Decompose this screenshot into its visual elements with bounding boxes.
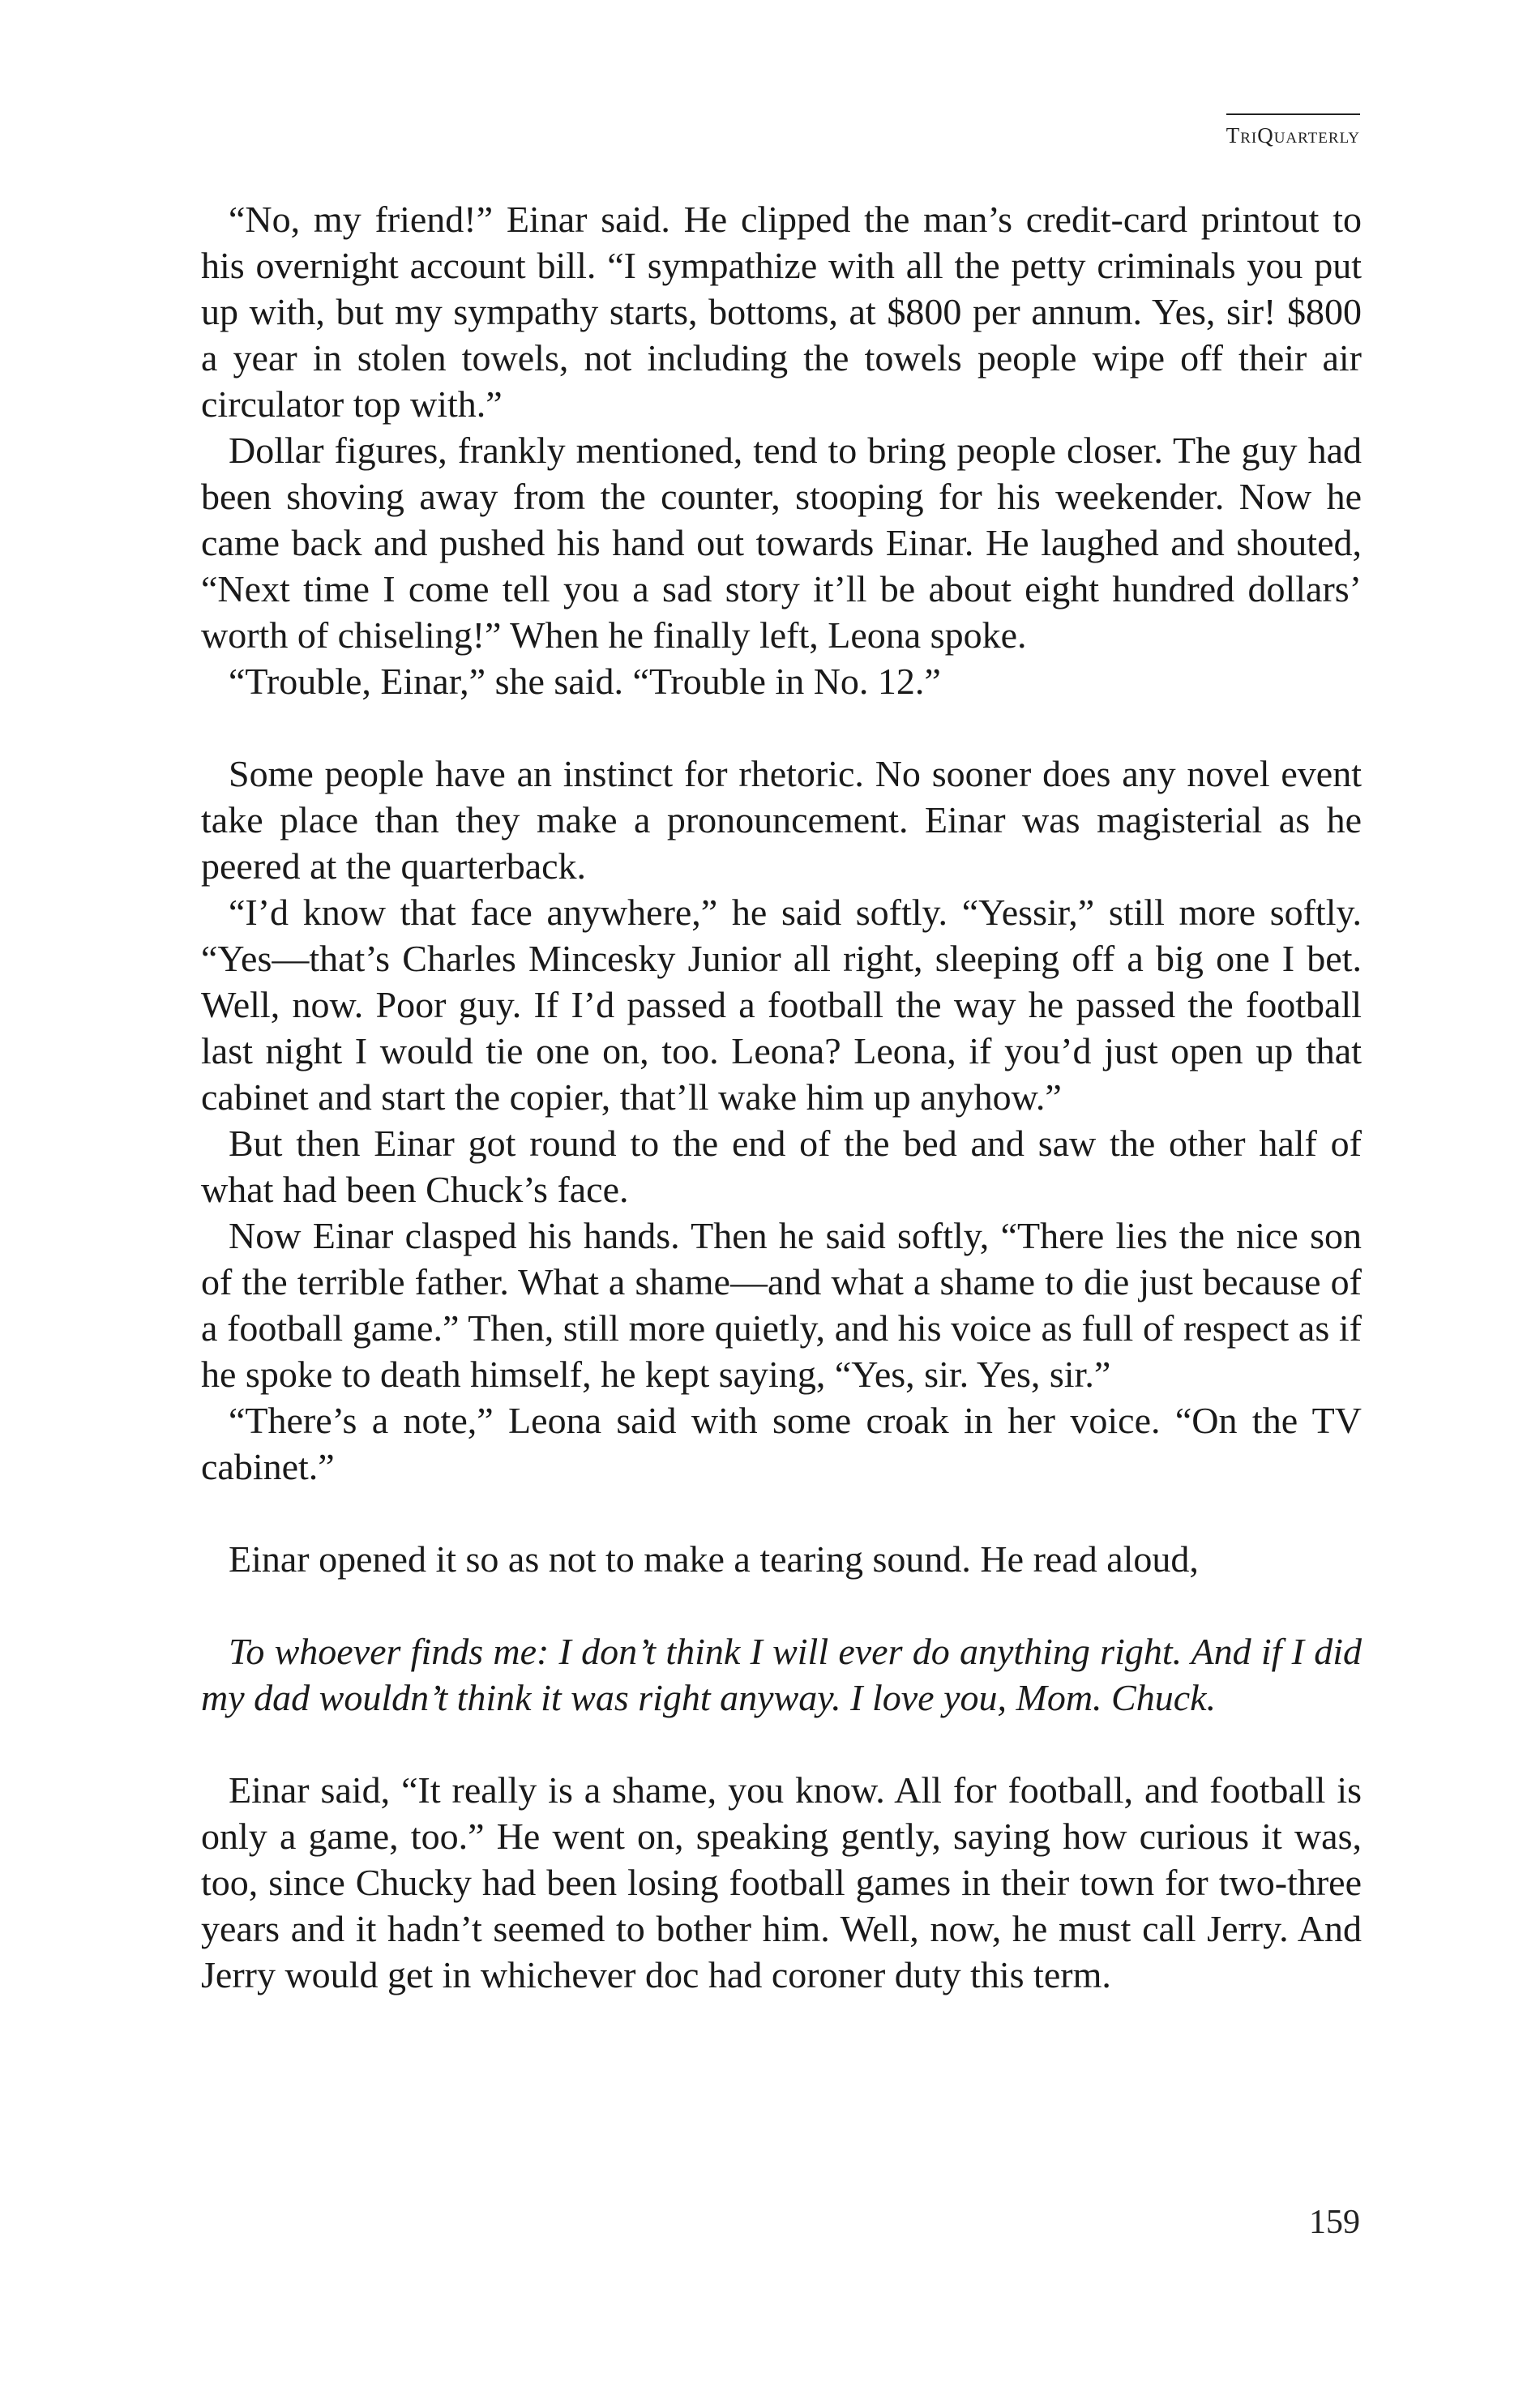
paragraph: Einar said, “It really is a shame, you know. All for football, and football is only a game, too.” He went on, speaking gently, saying how curious it was, too, since Chucky had been losing football games in their town for two-three years and it hadn’t seemed to bother him. Well, now, he must call Jerry. And Jerry would get in whichever doc had coroner duty this term. (201, 1769, 1362, 1995)
paragraph: Some people have an instinct for rhetoric. No sooner does any novel event take place than they make a pronouncement. Einar was magisterial as he peered at the quarterback. (201, 753, 1362, 887)
running-head: TriQuarterly (1226, 113, 1360, 148)
paragraph: “There’s a note,” Leona said with some croak in her voice. “On the TV cabinet.” (201, 1400, 1362, 1487)
page-number: 159 (1309, 2204, 1360, 2241)
paragraph: “No, my friend!” Einar said. He clipped the man’s credit-card printout to his overnight account bill. “I sympathize with all the petty criminals you put up with, but my sympathy starts, bottoms, at $800 per annum. Yes, sir! $800 a year in stolen towels, not including the towels people wipe off their air circulator top with.” (201, 199, 1362, 425)
paragraph: Now Einar clasped his hands. Then he said softly, “There lies the nice son of the terrible father. What a shame—and what a shame to die just because of a football game.” Then, still more quietly, and his voice as full of respect as if he spoke to death himself, he kept saying, “Yes, sir. Yes, sir.” (201, 1215, 1362, 1395)
suicide-note: To whoever finds me: I don’t think I will ever do anything right. And if I did my dad wouldn’t think it was right anyway. I love you, Mom. Chuck. (201, 1631, 1362, 1718)
body-text (201, 196, 1362, 1998)
paragraph: Dollar figures, frankly mentioned, tend to bring people closer. The guy had been shoving away from the counter, stooping for his weekender. Now he came back and pushed his hand out towards Einar. He laughed and shouted, “Next time I come tell you a sad story it’ll be about eight hundred dollars’ worth of chiseling!” When he finally left, Leona spoke. (201, 430, 1362, 656)
paragraph: But then Einar got round to the end of the bed and saw the other half of what had been Chuck’s face. (201, 1123, 1362, 1210)
paragraph: “Trouble, Einar,” she said. “Trouble in No. 12.” (229, 661, 941, 702)
paragraph: “I’d know that face anywhere,” he said softly. “Yessir,” still more softly. “Yes—that’s Charles Mincesky Junior all right, sleeping off a big one I bet. Well, now. Poor guy. If I’d passed a football the way he passed the football last night I would tie one on, too. Leona? Leona, if you’d just open up that cabinet and start the copier, that’ll wake him up anyhow.” (201, 892, 1362, 1118)
paragraph: Einar opened it so as not to make a tearing sound. He read aloud, (229, 1538, 1199, 1580)
